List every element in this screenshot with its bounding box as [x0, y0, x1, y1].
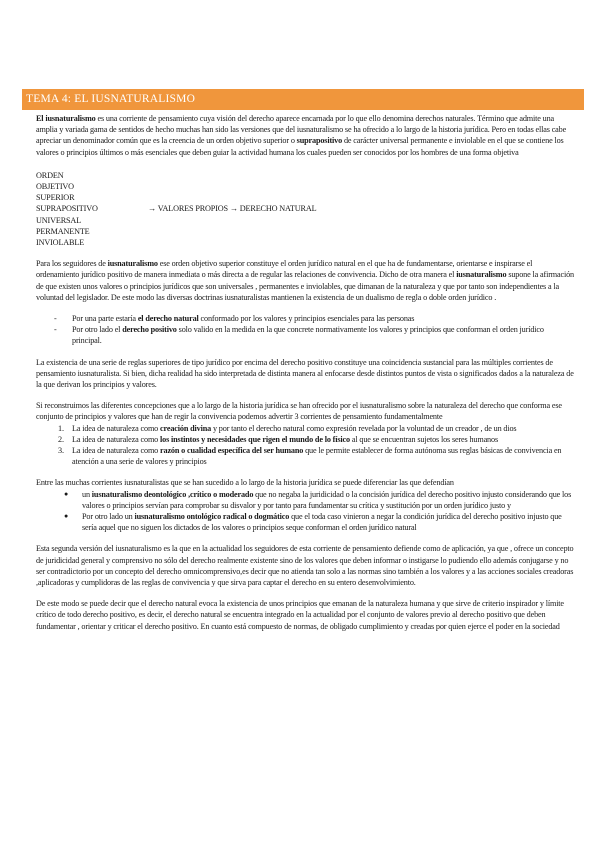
text-run: Por otro lado el: [72, 325, 123, 335]
word-item: SUPERIOR: [36, 193, 75, 203]
text-run: es una corriente de pensamiento cuya visión del derecho aparece encarnada por lo que ello denomina derechos naturales. Término que admite una amplia y variada gama de sentidos de hecho muchas han sido las versiones que del iusnaturalismo se ha ofrecido a lo largo de la historia jurídica. Pero en todas ellas cabe apreciar un denominador común que es la creencia de un orden objetivo superior o: [36, 114, 567, 146]
list-item: [36, 445, 574, 467]
text-run: que el toda caso vinieron a negar la condición jurídica del derecho positivo injusto que sería aquel que no siguen los dictados de los valores o principios seque conforman el orden jurídico natural: [82, 511, 562, 533]
text-run: Para los seguidores de: [36, 259, 108, 269]
text-run: al que se encuentran sujetos los seres humanos: [349, 434, 498, 444]
arrow-chain: → VALORES PROPIOS → DERECHO NATURAL: [148, 204, 317, 214]
bold-term: el derecho natural: [137, 313, 199, 323]
bold-term: El iusnaturalismo: [36, 114, 96, 123]
text-run: que no negaba la juridicidad o la concisión jurídica del derecho positivo injusto considerando que los valores o principios servían para comprobar su disvalor y por tanto para fundamentar su crítica y sustitución por un orden jurídico justo y: [82, 489, 572, 510]
list-number: 1.: [58, 423, 64, 433]
text-run: ese orden objetivo superior constituye el orden jurídico natural en el que ha de fundamentarse, orientarse e inspirarse el ordenamiento jurídico positivo de manera inmediata o más directa a de regular las relaciones de convivencia. Dicho de otra manera el: [36, 259, 533, 280]
bullet-list: [36, 489, 574, 534]
text-run: y por tanto el derecho natural como expresión revelada por la voluntad de un creador , de un dios: [211, 423, 517, 433]
text-run: Por una parte estaría: [72, 313, 138, 323]
bold-term: los instintos y necesidades que rigen el mundo de lo físico: [160, 434, 350, 444]
text-run: La idea de naturaleza como: [72, 423, 161, 433]
intro-paragraph: [36, 113, 574, 158]
text-run: de carácter universal permanente e inviolable en el que se contiene los valores o principios últimos o más esenciales que deben guiar la actividad humana los cuales pueden ser conocidos por los hombres de una forma objetiva: [36, 136, 564, 157]
word-item: SUPRAPOSITIVO: [36, 204, 98, 214]
word-item: OBJETIVO: [36, 182, 74, 191]
paragraph-dualism: [36, 258, 574, 303]
text-run: supone la afirmación de que existen unos valores o principios jurídicos que son universales , permanentes e inviolables, que dimanan de la naturaleza y que por tanto son independientes a la voluntad del legislador. De este modo las diversas doctrinas iusnaturalistas mantienen la existencia de un dualismo de regla o doble orden jurídico .: [36, 270, 574, 302]
section-title: TEMA 4: EL IUSNATURALISMO: [22, 89, 584, 110]
paragraph-versions: Entre las muchas corrientes iusnaturalistas que se han sucedido a lo largo de la historia jurídica se puede diferenciar las que defendían: [36, 478, 454, 488]
bold-term: iusnaturalismo deontológico ,crítico o moderado: [91, 489, 254, 499]
list-item: [36, 489, 574, 511]
paragraph-conclusion: De este modo se puede decir que el derecho natural evoca la existencia de unos principios que emanan de la naturaleza humana y que sirve de criterio inspirador y límite crítico de todo derecho positivo, es decir, el derecho natural se encuentra integrado en la actualidad por el conjunto de valores previo al derecho positivo que deben fundamentar , orientar y criticar el derecho positivo. En cuanto está compuesto de normas, de obligado cumplimiento y creadas por quien ejerce el poder en la sociedad: [36, 599, 564, 631]
text-run: un: [82, 489, 92, 499]
word-item: INVIOLABLE: [36, 237, 85, 247]
bold-term: iusnaturalismo: [456, 270, 507, 280]
list-number: 3.: [58, 445, 64, 455]
text-run: Por otro lado un: [82, 511, 135, 521]
paragraph-currents: Si reconstruimos las diferentes concepciones que a lo largo de la historia jurídica se han ofrecido por el iusnaturalismo sobre la naturaleza del derecho que conforma ese conjunto de principios y valores que han de regir la convivencia podemos advertir 3 corrientes de pensamiento fundamentalmente: [36, 401, 562, 422]
document-body: [36, 113, 574, 632]
text-run: que le permite establecer de forma autónoma sus reglas básicas de convivencia en atención a una serie de valores y principios: [72, 445, 562, 467]
word-item: PERMANENTE: [36, 226, 90, 236]
text-run: La idea de naturaleza como: [72, 445, 161, 455]
text-run: La idea de naturaleza como: [72, 434, 161, 444]
attribute-word-list: [36, 170, 574, 248]
text-run: solo valido en la medida en la que concrete normativamente los valores y principios que conforman el orden jurídico principal.: [72, 325, 544, 346]
list-item: [36, 511, 574, 533]
bold-term: iusnaturalismo ontológico radical o dogmático: [134, 511, 290, 521]
list-item: [36, 423, 574, 434]
bold-term: iusnaturalismo: [107, 259, 158, 269]
word-item: ORDEN: [36, 170, 64, 180]
list-item: [36, 324, 574, 346]
bold-term: suprapositivo: [296, 136, 343, 146]
paragraph-second-version: Esta segunda versión del iusnaturalismo es la que en la actualidad los seguidores de esta corriente de pensamiento defiende como de aplicación, ya que , ofrece un concepto de juridicidad general y comprensivo no sólo del derecho realmente existente sino de los valores que deben informar o instigarse lo pudiendo ello además conjugarse y no ser contradictorio por un concepto del derecho omnicomprensivo,es decir que no atienda tan solo a las normas sino también a los valores y a las acciones sociales creadoras ,aplicadoras y cumplidoras de las reglas de convivencia y que sirva para captar el derecho en su entero desenvolvimiento.: [36, 544, 574, 587]
list-item: [36, 313, 574, 324]
text-run: conformado por los valores y principios esenciales para las personas: [198, 313, 415, 323]
bold-term: razón o cualidad específica del ser humano: [160, 445, 304, 455]
list-item: [36, 434, 574, 445]
dash-list: [36, 313, 574, 347]
list-number: 2.: [58, 434, 64, 444]
paragraph-coincidence: La existencia de una serie de reglas superiores de tipo jurídico por encima del derecho positivo constituye una coincidencia sustancial para las múltiples corrientes de pensamiento iusnaturalista. Si bien, dicha realidad ha sido interpretada de distinta manera al enfocarse desde distintos puntos de vista o significados dados a la naturaleza de la que derivan los principios y valores.: [36, 357, 574, 389]
word-row-with-arrows: [36, 203, 574, 214]
bold-term: creación divina: [160, 423, 212, 433]
word-item: UNIVERSAL: [36, 215, 82, 225]
numbered-list: [36, 423, 574, 468]
bold-term: derecho positivo: [122, 325, 177, 335]
